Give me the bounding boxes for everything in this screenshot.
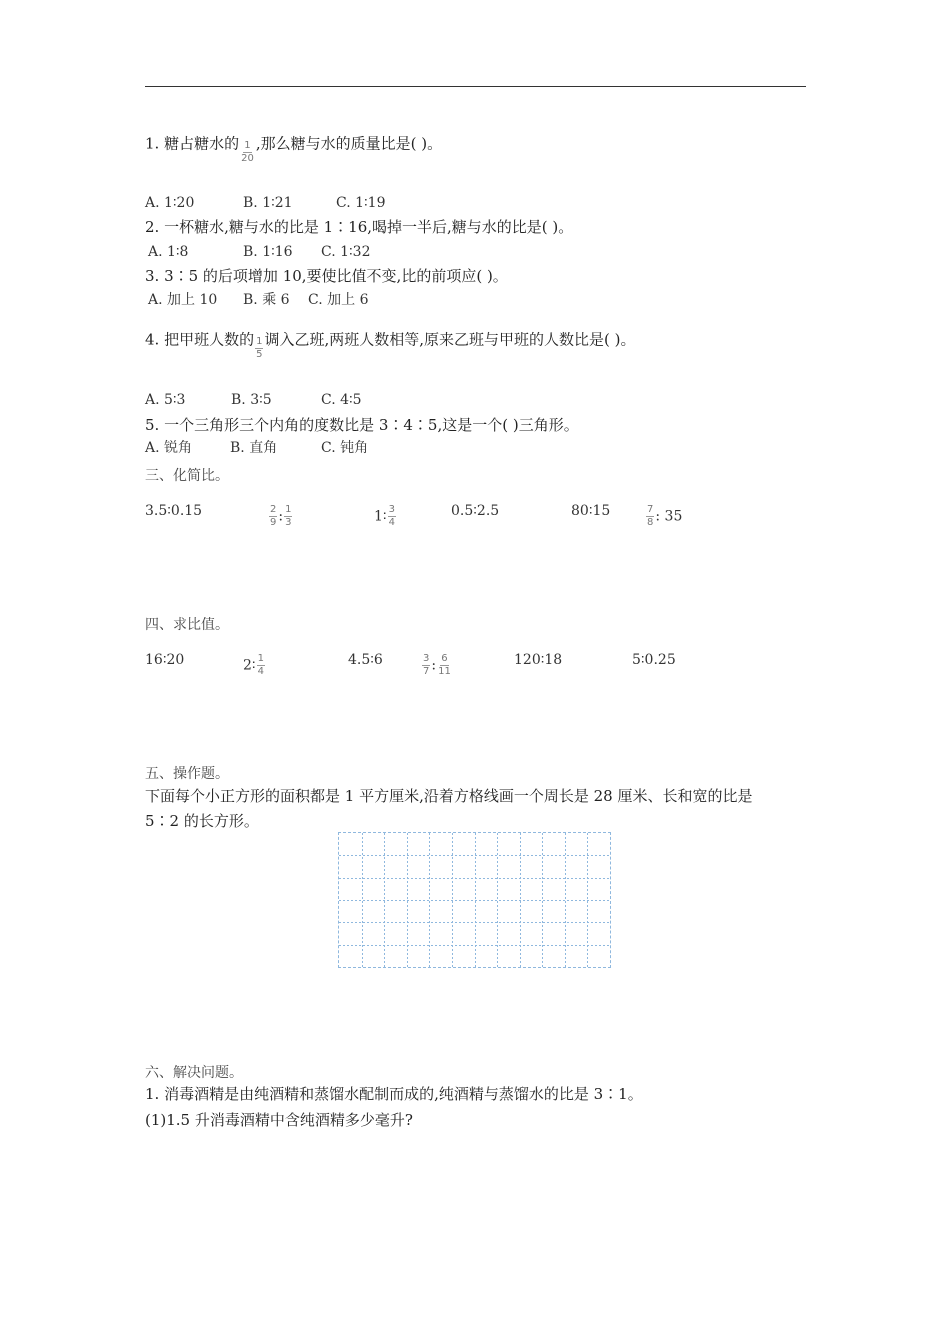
question-5: 5. 一个三角形三个内角的度数比是 3∶4∶5,这是一个( )三角形。 bbox=[145, 416, 579, 434]
top-rule bbox=[145, 86, 806, 87]
fraction-numerator: 1 bbox=[257, 653, 264, 664]
ratio-prefix: 1∶ bbox=[374, 508, 387, 525]
fraction-numerator: 1 bbox=[285, 504, 292, 515]
fraction-2-9 bbox=[269, 504, 277, 529]
simplify-item-2 bbox=[268, 504, 293, 529]
ratio-value-item-2 bbox=[243, 653, 266, 678]
question-1-post: ,那么糖与水的质量比是( )。 bbox=[255, 134, 443, 153]
question-1-option-a[interactable]: A. 1∶20 bbox=[145, 195, 195, 211]
ratio-suffix: : 35 bbox=[655, 508, 683, 525]
section-6-question-1-part-1: (1)1.5 升消毒酒精中含纯酒精多少毫升? bbox=[145, 1111, 413, 1129]
question-1-pre: 1. 糖占糖水的 bbox=[145, 134, 240, 153]
ratio-value-item-5: 120∶18 bbox=[514, 652, 563, 668]
question-4-post: 调入乙班,两班人数相等,原来乙班与甲班的人数比是( )。 bbox=[264, 330, 636, 349]
section-6-title: 六、解决问题。 bbox=[145, 1065, 243, 1081]
ratio-value-item-1: 16∶20 bbox=[145, 652, 185, 668]
fraction-denominator: 11 bbox=[438, 666, 451, 677]
question-4-option-b[interactable]: B. 3∶5 bbox=[231, 392, 272, 408]
question-3-option-b[interactable]: B. 乘 6 bbox=[243, 292, 290, 308]
question-2-option-c[interactable]: C. 1∶32 bbox=[321, 244, 371, 260]
question-5-option-b[interactable]: B. 直角 bbox=[230, 440, 278, 456]
fraction-numerator: 3 bbox=[423, 653, 430, 664]
question-2-option-b[interactable]: B. 1∶16 bbox=[243, 244, 293, 260]
fraction-denominator: 7 bbox=[423, 666, 430, 677]
question-2: 2. 一杯糖水,糖与水的比是 1∶16,喝掉一半后,糖与水的比是( )。 bbox=[145, 218, 574, 236]
question-3-option-a[interactable]: A. 加上 10 bbox=[148, 292, 218, 308]
section-5-instruction-line-2: 5∶2 的长方形。 bbox=[145, 812, 259, 830]
ratio-sign: : bbox=[278, 508, 284, 525]
ratio-prefix: 2∶ bbox=[243, 657, 256, 674]
fraction-denominator: 20 bbox=[241, 153, 254, 164]
section-3-title: 三、化简比。 bbox=[145, 468, 229, 484]
ratio-value-item-3: 4.5∶6 bbox=[348, 652, 383, 668]
fraction-denominator: 8 bbox=[647, 517, 654, 528]
question-4-option-c[interactable]: C. 4∶5 bbox=[321, 392, 362, 408]
fraction-6-11 bbox=[437, 653, 452, 678]
section-5-title: 五、操作题。 bbox=[145, 766, 229, 782]
fraction-1-20 bbox=[240, 140, 255, 165]
question-3-option-c[interactable]: C. 加上 6 bbox=[308, 292, 369, 308]
fraction-7-8 bbox=[646, 504, 654, 529]
section-4-title: 四、求比值。 bbox=[145, 617, 229, 633]
question-2-option-a[interactable]: A. 1∶8 bbox=[148, 244, 189, 260]
fraction-numerator: 1 bbox=[244, 140, 251, 151]
fraction-1-4 bbox=[257, 653, 265, 678]
square-grid[interactable] bbox=[338, 832, 611, 968]
fraction-numerator: 2 bbox=[270, 504, 277, 515]
grid-lines bbox=[339, 833, 610, 967]
simplify-item-5: 80∶15 bbox=[571, 503, 611, 519]
section-6-question-1: 1. 消毒酒精是由纯酒精和蒸馏水配制而成的,纯酒精与蒸馏水的比是 3∶1。 bbox=[145, 1085, 643, 1103]
question-4-pre: 4. 把甲班人数的 bbox=[145, 330, 255, 349]
fraction-3-4 bbox=[388, 504, 396, 529]
fraction-numerator: 6 bbox=[441, 653, 448, 664]
fraction-denominator: 3 bbox=[285, 517, 292, 528]
section-5-instruction-line-1: 下面每个小正方形的面积都是 1 平方厘米,沿着方格线画一个周长是 28 厘米、长和宽的比是 bbox=[145, 787, 753, 805]
ratio-sign: : bbox=[431, 657, 437, 674]
simplify-item-3 bbox=[374, 504, 397, 529]
fraction-denominator: 5 bbox=[256, 349, 263, 360]
simplify-item-4: 0.5∶2.5 bbox=[451, 503, 500, 519]
question-4 bbox=[145, 328, 636, 360]
fraction-denominator: 4 bbox=[388, 517, 395, 528]
fraction-numerator: 3 bbox=[388, 504, 395, 515]
question-4-option-a[interactable]: A. 5∶3 bbox=[145, 392, 186, 408]
question-5-option-a[interactable]: A. 锐角 bbox=[145, 440, 193, 456]
simplify-item-1: 3.5∶0.15 bbox=[145, 503, 203, 519]
fraction-denominator: 9 bbox=[270, 517, 277, 528]
question-5-option-c[interactable]: C. 钝角 bbox=[321, 440, 369, 456]
fraction-3-7 bbox=[422, 653, 430, 678]
fraction-1-3 bbox=[284, 504, 292, 529]
fraction-numerator: 1 bbox=[256, 336, 263, 347]
fraction-denominator: 4 bbox=[257, 666, 264, 677]
fraction-numerator: 7 bbox=[647, 504, 654, 515]
ratio-value-item-4 bbox=[421, 653, 453, 678]
question-1-option-c[interactable]: C. 1∶19 bbox=[336, 195, 386, 211]
fraction-1-5 bbox=[255, 336, 263, 361]
question-3: 3. 3∶5 的后项增加 10,要使比值不变,比的前项应( )。 bbox=[145, 267, 508, 285]
simplify-item-6 bbox=[645, 504, 682, 529]
question-1 bbox=[145, 132, 443, 164]
question-1-option-b[interactable]: B. 1∶21 bbox=[243, 195, 293, 211]
ratio-value-item-6: 5∶0.25 bbox=[632, 652, 676, 668]
